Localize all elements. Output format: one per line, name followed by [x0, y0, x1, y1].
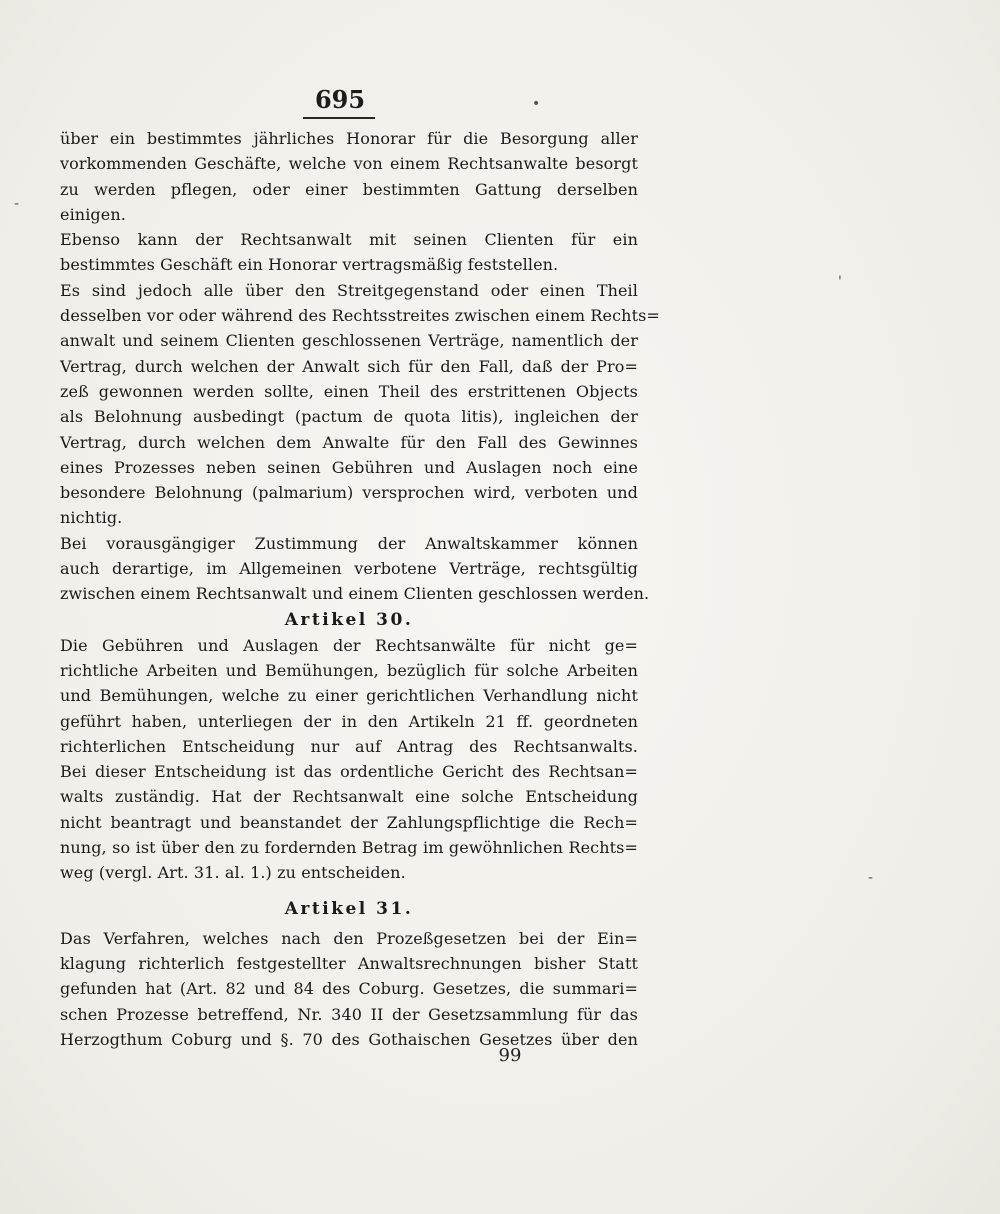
- text-line: richtliche Arbeiten und Bemühungen, bezüglich für solche Arbeiten: [60, 660, 638, 680]
- text-line: desselben vor oder während des Rechtsstreites zwischen einem Rechts=: [60, 306, 660, 326]
- text-line: Vertrag, durch welchen dem Anwalte für den Fall des Gewinnes: [60, 432, 638, 452]
- text-line: richterlichen Entscheidung nur auf Antrag des Rechtsanwalts.: [60, 736, 638, 756]
- text-line: einigen.: [60, 204, 126, 224]
- text-line: Ebenso kann der Rechtsanwalt mit seinen Clienten für ein: [60, 230, 638, 250]
- text-line: nichtig.: [60, 508, 123, 528]
- text-line: Es sind jedoch alle über den Streitgegenstand oder einen Theil: [60, 280, 638, 300]
- text-line: zeß gewonnen werden sollte, einen Theil des erstrittenen Objects: [60, 381, 638, 401]
- text-line: gefunden hat (Art. 82 und 84 des Coburg. Gesetzes, die summari=: [60, 979, 638, 999]
- signature-mark: 99: [498, 1045, 522, 1066]
- page-number: 695: [314, 85, 366, 114]
- text-line: nung, so ist über den zu fordernden Betrag im gewöhnlichen Rechts=: [60, 838, 638, 858]
- text-line: nicht beantragt und beanstandet der Zahlungspflichtige die Rech=: [60, 812, 638, 832]
- text-line: weg (vergl. Art. 31. al. 1.) zu entscheiden.: [60, 863, 406, 883]
- text-line: zwischen einem Rechtsanwalt und einem Clienten geschlossen werden.: [60, 584, 650, 604]
- text-line: anwalt und seinem Clienten geschlossenen Verträge, namentlich der: [60, 331, 638, 351]
- body-text: [60, 126, 660, 1052]
- text-line: als Belohnung ausbedingt (pactum de quota litis), ingleichen der: [60, 407, 638, 427]
- text-line: schen Prozesse betreffend, Nr. 340 II der Gesetzsammlung für das: [60, 1004, 638, 1024]
- page-number-rule: [303, 117, 375, 119]
- stray-dot-mark: •: [532, 96, 541, 112]
- text-line: walts zuständig. Hat der Rechtsanwalt eine solche Entscheidung: [60, 787, 638, 807]
- text-line: Herzogthum Coburg und §. 70 des Gothaischen Gesetzes über den: [60, 1029, 638, 1049]
- text-line: klagung richterlich festgestellter Anwaltsrechnungen bisher Statt: [60, 953, 638, 973]
- text-line: Bei vorausgängiger Zustimmung der Anwaltskammer können: [60, 533, 638, 553]
- text-line: vorkommenden Geschäfte, welche von einem Rechtsanwalte besorgt: [60, 154, 638, 174]
- stray-dash-mark: -: [14, 196, 20, 212]
- text-line: über ein bestimmtes jährliches Honorar für die Besorgung aller: [60, 129, 638, 148]
- text-line: und Bemühungen, welche zu einer gerichtlichen Verhandlung nicht: [60, 686, 638, 706]
- text-line: Das Verfahren, welches nach den Prozeßgesetzen bei der Ein=: [60, 928, 638, 948]
- text-line: zu werden pflegen, oder einer bestimmten Gattung derselben: [60, 179, 638, 199]
- text-line: geführt haben, unterliegen der in den Artikeln 21 ff. geordneten: [60, 711, 638, 731]
- text-line: Bei dieser Entscheidung ist das ordentliche Gericht des Rechtsan=: [60, 762, 638, 782]
- text-line: auch derartige, im Allgemeinen verbotene Verträge, rechtsgültig: [60, 559, 638, 579]
- article-31-heading: Artikel 31.: [284, 898, 414, 919]
- text-line: Die Gebühren und Auslagen der Rechtsanwälte für nicht ge=: [60, 635, 638, 655]
- stray-dash-mark: -: [868, 870, 874, 886]
- text-line: besondere Belohnung (palmarium) versprochen wird, verboten und: [60, 483, 638, 503]
- article-30-heading: Artikel 30.: [284, 609, 414, 630]
- stray-tick-mark: ': [838, 274, 842, 290]
- text-line: Vertrag, durch welchen der Anwalt sich für den Fall, daß der Pro=: [60, 356, 638, 376]
- text-line: bestimmtes Geschäft ein Honorar vertragsmäßig feststellen.: [60, 255, 559, 275]
- text-line: eines Prozesses neben seinen Gebühren und Auslagen noch eine: [60, 457, 638, 477]
